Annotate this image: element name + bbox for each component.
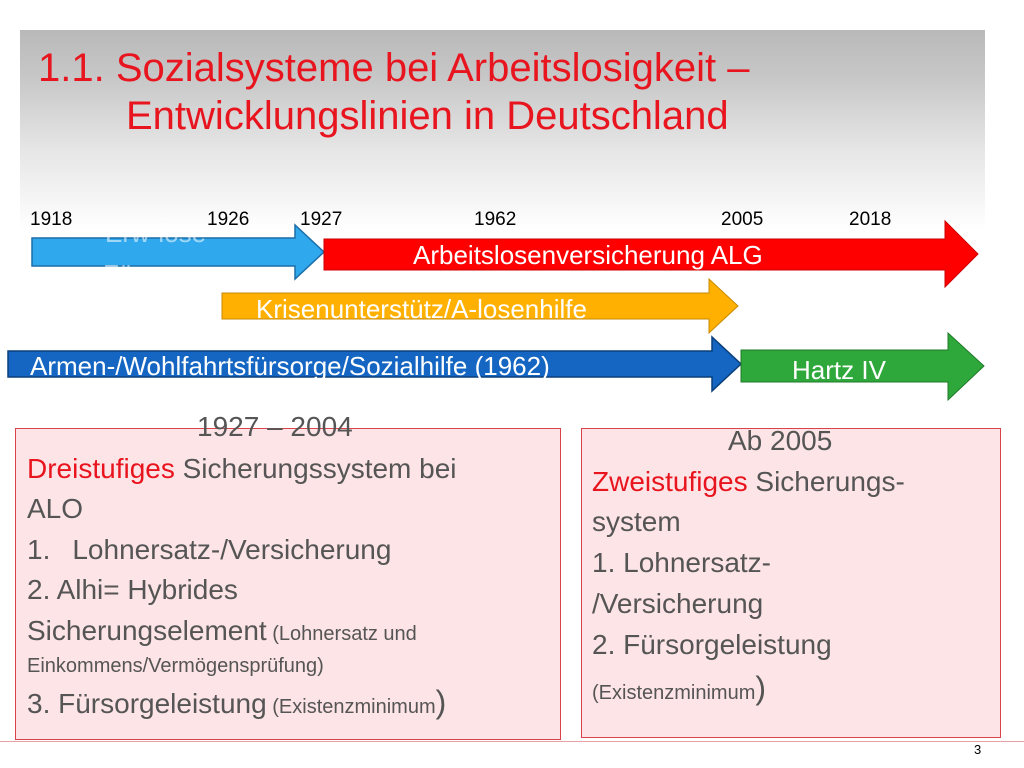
arrow-label-erw-line1: Erw-lose [105, 218, 207, 248]
right-box-period: Ab 2005 [728, 425, 833, 456]
year-label: 1926 [207, 209, 250, 230]
left-box-item-1: 1. Lohnersatz-/Versicherung [27, 534, 392, 565]
right-box-heading-line2: system [592, 506, 681, 537]
year-label: 2005 [721, 209, 764, 230]
right-box-item-2: 2. Fürsorgeleistung [592, 629, 832, 660]
year-label: 1962 [474, 209, 517, 230]
arrow-label-erw-line2: Fürsorge [103, 259, 208, 289]
right-box-item-1-line2: /Versicherung [592, 588, 764, 619]
page-number: 3 [974, 742, 982, 757]
title-line-2: Entwicklungslinien in Deutschland [126, 94, 729, 138]
year-label: 1918 [30, 209, 73, 230]
arrow-label-hartz: Hartz IV [792, 355, 886, 385]
arrow-label-alg: Arbeitslosenversicherung ALG [413, 240, 763, 270]
left-box-item-2: 2. Alhi= Hybrides [27, 574, 238, 605]
left-box-item-3: 3. Fürsorgeleistung (Existenzminimum) [27, 684, 447, 720]
year-label: 2018 [849, 209, 892, 230]
arrow-label-krisen: Krisenunterstütz/A-losenhilfe [256, 294, 587, 324]
left-box-item-2-line2: Sicherungselement (Lohnersatz und [27, 615, 417, 646]
left-box-heading: Dreistufiges Sicherungssystem bei [27, 453, 457, 484]
right-box-item-2-small: (Existenzminimum) [592, 670, 767, 706]
title-line-1: 1.1. Sozialsysteme bei Arbeitslosigkeit – [38, 46, 750, 90]
arrow-label-armen: Armen-/Wohlfahrtsfürsorge/Sozialhilfe (1962) [30, 351, 550, 381]
footer-divider [0, 741, 1024, 742]
left-box-period: 1927 – 2004 [197, 411, 353, 442]
year-label: 1927 [300, 209, 343, 230]
left-box-item-2-line3: Einkommens/Vermögensprüfung) [27, 655, 324, 677]
right-box-item-1: 1. Lohnersatz- [592, 547, 771, 578]
left-box-heading-line2: ALO [27, 493, 84, 524]
right-box-heading: Zweistufiges Sicherungs- [592, 466, 905, 497]
